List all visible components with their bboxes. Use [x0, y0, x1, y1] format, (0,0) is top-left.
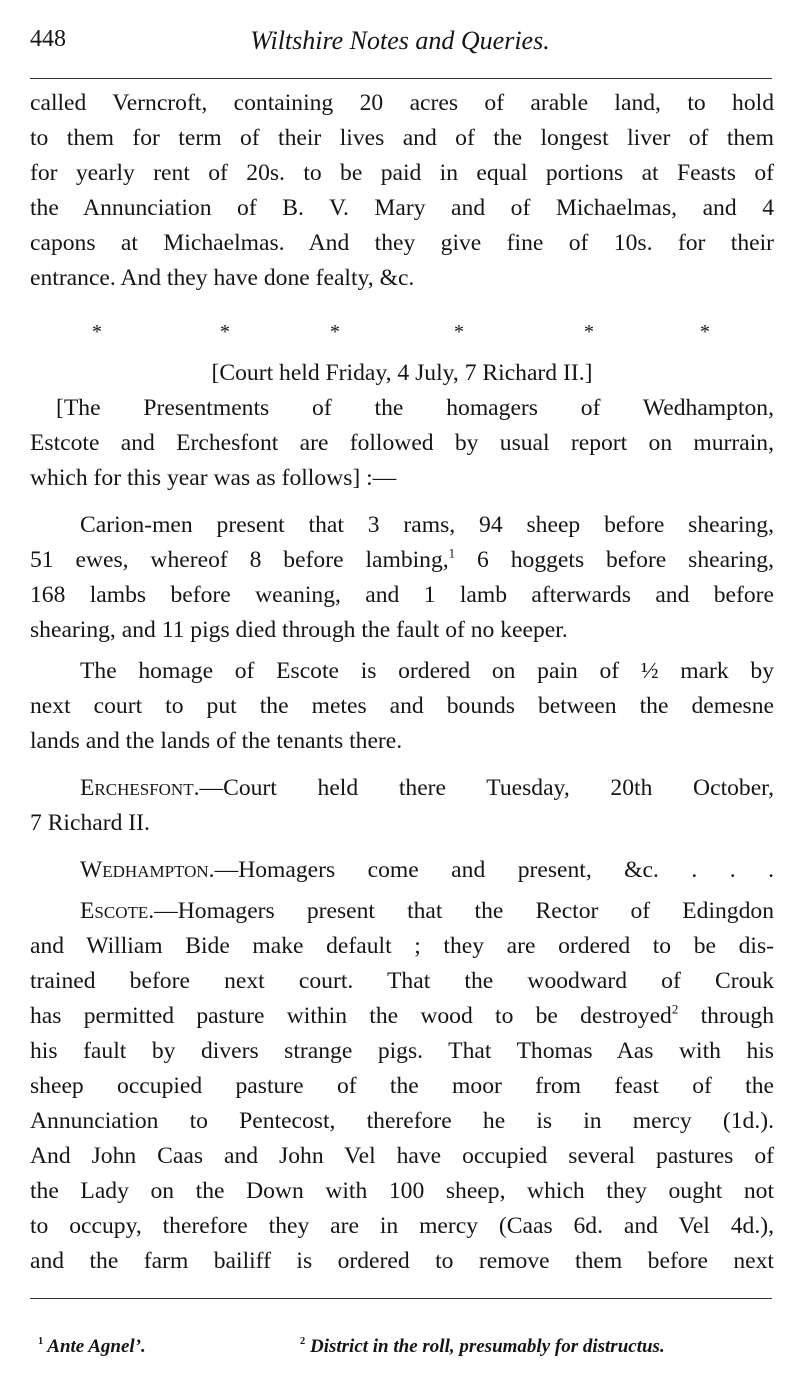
text-line: The homage of Escote is ordered on pain of ½ mark by [80, 658, 774, 684]
place-heading: Erchesfont. [80, 775, 200, 801]
text-line: Estcote and Erchesfont are followed by usual report on murrain, [30, 430, 774, 456]
text-line: 7 Richard II. [30, 810, 150, 836]
asterisk: * [92, 321, 102, 343]
text-segment: —Homagers come and present, &c. . . . [214, 857, 774, 883]
text-line: which for this year was as follows] :— [30, 465, 397, 491]
text-segment: through [678, 1003, 774, 1029]
text-line: and the farm bailiff is ordered to remove them before next [30, 1248, 774, 1274]
paragraph-homage-escote [30, 654, 774, 759]
text-line: to them for term of their lives and of the longest liver of them [30, 125, 774, 151]
asterisk: * [584, 321, 594, 343]
text-segment: —Court held there Tuesday, 20th October, [199, 775, 774, 801]
header-rule [30, 78, 772, 79]
page-body [30, 86, 774, 1279]
asterisk: * [220, 321, 230, 343]
place-heading: Wedhampton. [80, 857, 215, 883]
text-line: next court to put the metes and bounds between the demesne [30, 693, 774, 719]
paragraph-escote [30, 894, 774, 1279]
text-line: capons at Michaelmas. And they give fine of 10s. for their [30, 230, 774, 256]
paragraph-carion-men [30, 508, 774, 648]
place-heading: Escote. [80, 898, 155, 924]
text-line: lands and the lands of the tenants there. [30, 728, 403, 754]
footnote-ref-1: 1 [448, 545, 456, 561]
text-line: sheep occupied pasture of the moor from feast of the [30, 1073, 774, 1099]
paragraph-presentments [30, 391, 774, 496]
asterisk: * [700, 321, 710, 343]
footnote-text: District in the roll, presumably for distructus. [309, 1336, 665, 1357]
text-line [30, 771, 774, 806]
text-line [30, 999, 774, 1034]
text-segment: —Homagers present that the Rector of Edingdon [154, 898, 774, 924]
footnote-marker: 1 [38, 1336, 44, 1348]
text-line: his fault by divers strange pigs. That Thomas Aas with his [30, 1038, 774, 1064]
text-line: 168 lambs before weaning, and 1 lamb afterwards and before [30, 582, 774, 608]
running-header [30, 26, 770, 66]
asterisk: * [454, 321, 464, 343]
text-segment: 6 hoggets before shearing, [455, 547, 774, 573]
text-line: And John Caas and John Vel have occupied several pastures of [30, 1143, 774, 1169]
text-line: to occupy, therefore they are in mercy (Caas 6d. and Vel 4d.), [30, 1213, 774, 1239]
footnote-text: Ante Agnel’. [47, 1336, 146, 1357]
footnote-1 [38, 1336, 146, 1358]
court-heading: [Court held Friday, 4 July, 7 Richard II.] [211, 360, 593, 386]
text-line: entrance. And they have done fealty, &c. [30, 265, 415, 291]
text-line: the Annunciation of B. V. Mary and of Michaelmas, and 4 [30, 195, 774, 221]
text-line: trained before next court. That the woodward of Crouk [30, 968, 774, 994]
text-line: shearing, and 11 pigs died through the fault of no keeper. [30, 617, 568, 643]
asterisk: * [330, 321, 340, 343]
footnote-ref-2: 2 [671, 1001, 679, 1017]
text-line: Annunciation to Pentecost, therefore he is in mercy (1d.). [30, 1108, 774, 1134]
text-line: called Verncroft, containing 20 acres of arable land, to hold [30, 90, 774, 116]
text-line: the Lady on the Down with 100 sheep, which they ought not [30, 1178, 774, 1204]
running-title: Wiltshire Notes and Queries. [250, 26, 550, 55]
footnote-rule [30, 1298, 772, 1299]
text-line [30, 894, 774, 929]
page-number: 448 [30, 26, 66, 52]
text-line [30, 853, 774, 888]
paragraph-wedhampton [30, 853, 774, 888]
text-segment: 51 ewes, whereof 8 before lambing, [30, 547, 449, 573]
footnote-marker: 2 [300, 1336, 306, 1348]
text-segment: has permitted pasture within the wood to be destroyed [30, 1003, 672, 1029]
paragraph-verncroft [30, 86, 774, 296]
text-line: for yearly rent of 20s. to be paid in equal portions at Feasts of [30, 160, 774, 186]
text-line: [The Presentments of the homagers of Wedhampton, [56, 395, 774, 421]
text-line: Carion-men present that 3 rams, 94 sheep before shearing, [80, 512, 774, 538]
footnotes [30, 1336, 772, 1366]
paragraph-erchesfont [30, 771, 774, 841]
text-line: and William Bide make default ; they are ordered to be dis- [30, 933, 774, 959]
asterisk-divider [30, 296, 774, 356]
text-line [30, 543, 774, 578]
footnote-2 [300, 1336, 665, 1358]
